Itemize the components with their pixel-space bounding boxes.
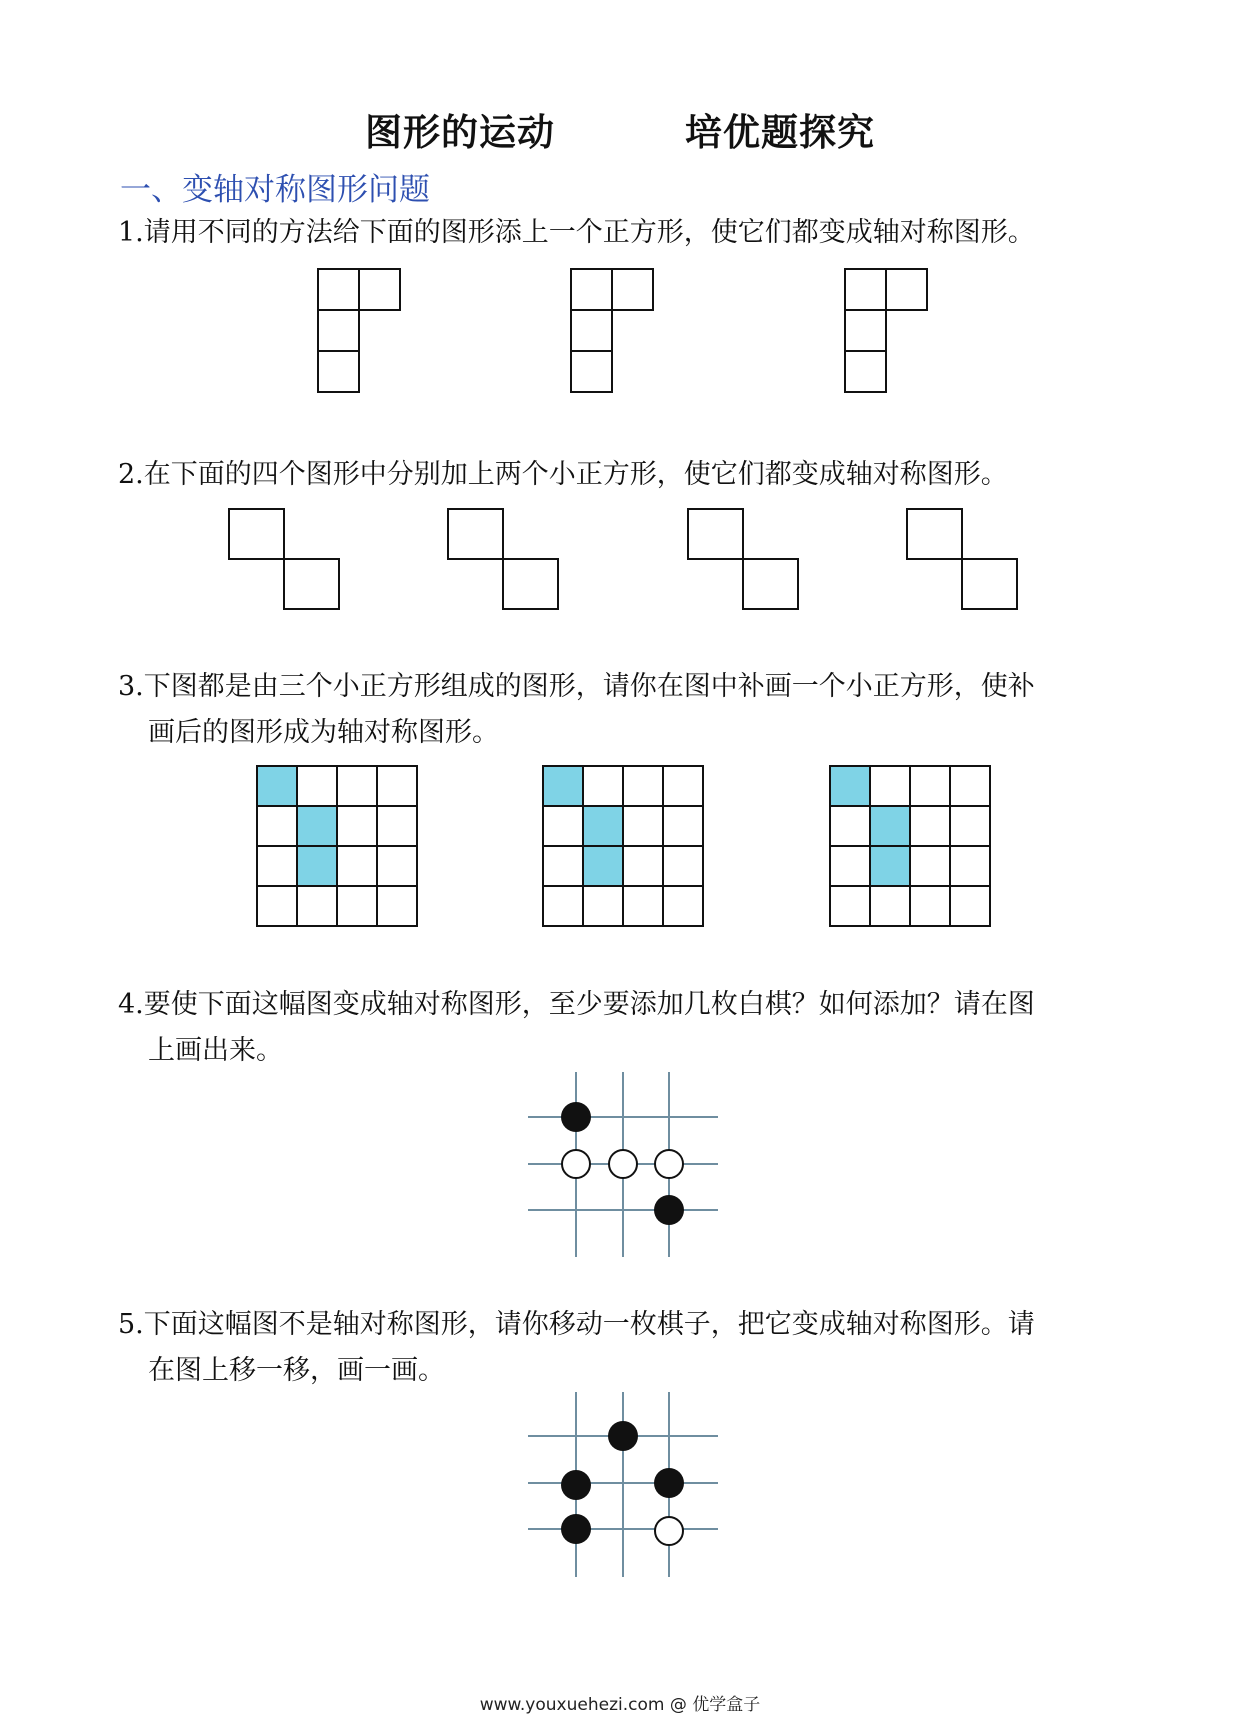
white-stone [562,1150,590,1178]
page-title [0,102,1240,156]
question-text: 请用不同的方法给下面的图形添上一个正方形，使它们都变成轴对称图形。 [143,217,1035,248]
q1-figure-2 [570,268,654,394]
question-text-continued: 在图上移一移，画一画。 [148,1355,445,1386]
question-number: 4. [118,989,144,1020]
question-text-continued: 上画出来。 [148,1035,283,1066]
q2-figure-3 [687,508,799,610]
section-heading: 一、变轴对称图形问题 [120,172,430,208]
q5-go-board [528,1392,718,1577]
black-stone [608,1421,638,1451]
black-stone [561,1514,591,1544]
black-stone [654,1195,684,1225]
white-stone [655,1517,683,1545]
q1-figure-3 [844,268,928,394]
white-stone [609,1150,637,1178]
title-right: 培优题探究 [685,111,875,154]
title-left: 图形的运动 [365,111,555,154]
question-number: 1. [118,217,144,248]
q2-figure-4 [906,508,1018,610]
question-2 [118,452,1128,498]
q4-go-board [528,1072,718,1257]
black-stone [654,1468,684,1498]
q1-figure-1 [317,268,401,394]
q3-grid-3 [829,765,993,929]
q3-grid-1 [256,765,420,929]
white-stone [655,1150,683,1178]
footer-watermark: www.youxuehezi.com @ 优学盒子 [479,1695,761,1715]
question-number: 2. [118,459,144,490]
question-3 [118,664,1128,756]
question-text-continued: 画后的图形成为轴对称图形。 [148,717,499,748]
q3-grid-2 [542,765,706,929]
question-4 [118,982,1128,1074]
question-text: 要使下面这幅图变成轴对称图形，至少要添加几枚白棋？如何添加？请在图 [143,989,1035,1020]
question-number: 3. [118,671,144,702]
question-text: 在下面的四个图形中分别加上两个小正方形，使它们都变成轴对称图形。 [143,459,1008,490]
question-number: 5. [118,1309,144,1340]
question-1 [118,210,1128,256]
black-stone [561,1470,591,1500]
question-text: 下面这幅图不是轴对称图形，请你移动一枚棋子，把它变成轴对称图形。请 [143,1309,1035,1340]
question-text: 下图都是由三个小正方形组成的图形，请你在图中补画一个小正方形，使补 [143,671,1035,702]
q2-figure-2 [447,508,559,610]
black-stone [561,1102,591,1132]
q2-figure-1 [228,508,340,610]
question-5 [118,1302,1128,1394]
